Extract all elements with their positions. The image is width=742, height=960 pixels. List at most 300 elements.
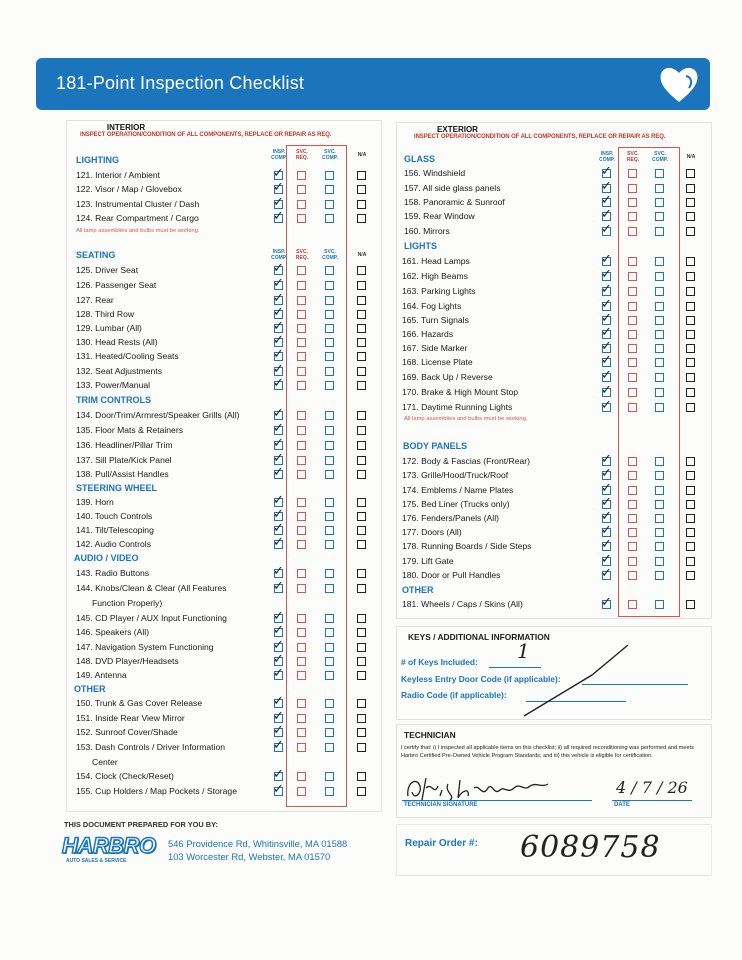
checkbox-na[interactable] <box>357 787 366 796</box>
checkmark-icon: ✓ <box>601 595 612 610</box>
checkmark-icon: ✓ <box>601 252 612 267</box>
checkbox-service-required[interactable] <box>297 352 306 361</box>
num-keys-label: # of Keys Included: <box>401 657 478 667</box>
checkbox-na[interactable] <box>686 272 695 281</box>
col-header-svc-req: SVC. REQ. <box>295 149 309 161</box>
checkbox-service-completed[interactable] <box>325 352 334 361</box>
checkbox-na[interactable] <box>357 411 366 420</box>
checkbox-service-required[interactable] <box>628 287 637 296</box>
checkbox-service-completed[interactable] <box>325 512 334 521</box>
checkmark-icon: ✓ <box>273 493 284 508</box>
checkbox-service-completed[interactable] <box>655 272 664 281</box>
interior-heading: INTERIOR <box>106 123 146 132</box>
checkmark-icon: ✓ <box>273 738 284 753</box>
checklist-item: 181. Wheels / Caps / Skins (All) <box>402 599 523 609</box>
checkbox-na[interactable] <box>686 302 695 311</box>
checkbox-service-required[interactable] <box>628 272 637 281</box>
checkbox-service-required[interactable] <box>297 367 306 376</box>
checklist-item: 153. Dash Controls / Driver Information <box>76 742 226 752</box>
checkbox-service-required[interactable] <box>297 338 306 347</box>
col-header-na: N/A <box>686 154 696 160</box>
checklist-item: 155. Cup Holders / Map Pockets / Storage <box>76 786 237 796</box>
checkbox-service-completed[interactable] <box>655 514 664 523</box>
technician-signature[interactable] <box>404 770 554 804</box>
checkbox-na[interactable] <box>357 714 366 723</box>
checklist-item: 126. Passenger Seat <box>76 280 157 290</box>
checkbox-service-completed[interactable] <box>325 728 334 737</box>
checklist-item: 165. Turn Signals <box>402 315 469 325</box>
checkmark-icon: ✓ <box>273 333 284 348</box>
checklist-item: 121. Interior / Ambient <box>76 170 161 180</box>
checkbox-na[interactable] <box>357 540 366 549</box>
checkbox-service-completed[interactable] <box>655 542 664 551</box>
keyless-label: Keyless Entry Door Code (if applicable): <box>401 674 561 684</box>
checkbox-na[interactable] <box>357 367 366 376</box>
checkbox-service-completed[interactable] <box>325 324 334 333</box>
checkbox-service-required[interactable] <box>628 358 637 367</box>
date-line <box>612 800 692 801</box>
checkbox-service-required[interactable] <box>297 671 306 680</box>
checkbox-service-completed[interactable] <box>325 714 334 723</box>
checkbox-service-completed[interactable] <box>655 557 664 566</box>
checkbox-na[interactable] <box>357 526 366 535</box>
checkbox-na[interactable] <box>357 772 366 781</box>
checklist-item: 149. Antenna <box>76 670 127 680</box>
exterior-subheading: INSPECT OPERATION/CONDITION OF ALL COMPONENTS, REPLACE OR REPAIR AS REQ. <box>414 134 666 140</box>
checkmark-icon: ✓ <box>273 465 284 480</box>
prepared-by: THIS DOCUMENT PREPARED FOR YOU BY: <box>64 820 218 829</box>
checklist-item: 127. Rear <box>76 295 114 305</box>
checkbox-service-completed[interactable] <box>655 403 664 412</box>
checkmark-icon: ✓ <box>273 652 284 667</box>
keys-strike-mark <box>520 642 632 720</box>
checkbox-na[interactable] <box>357 310 366 319</box>
category-heading: LIGHTING <box>76 155 119 165</box>
checklist-item: 135. Floor Mats & Retainers <box>76 425 183 435</box>
checkbox-na[interactable] <box>357 441 366 450</box>
col-header-svc-comp: SVC. COMP. <box>322 249 338 261</box>
checkbox-na[interactable] <box>357 456 366 465</box>
checkbox-service-required[interactable] <box>297 296 306 305</box>
checkbox-service-completed[interactable] <box>655 184 664 193</box>
checkbox-service-completed[interactable] <box>325 569 334 578</box>
category-heading: BODY PANELS <box>403 441 468 451</box>
checkbox-service-completed[interactable] <box>325 614 334 623</box>
checkbox-na[interactable] <box>357 614 366 623</box>
checkbox-na[interactable] <box>686 358 695 367</box>
signature-label: TECHNICIAN SIGNATURE <box>404 802 478 808</box>
checkbox-service-required[interactable] <box>297 743 306 752</box>
checkmark-icon: ✓ <box>601 495 612 510</box>
checkbox-na[interactable] <box>686 542 695 551</box>
checkbox-na[interactable] <box>357 584 366 593</box>
checklist-item: 137. Sill Plate/Kick Panel <box>76 455 172 465</box>
checklist-item: 172. Body & Fascias (Front/Rear) <box>402 456 530 466</box>
left-service-column <box>286 145 347 807</box>
checkmark-icon: ✓ <box>273 209 284 224</box>
checkbox-service-required[interactable] <box>297 200 306 209</box>
checkmark-icon: ✓ <box>273 276 284 291</box>
keys-heading: KEYS / ADDITIONAL INFORMATION <box>408 632 550 642</box>
checkbox-service-required[interactable] <box>297 728 306 737</box>
checklist-item: 160. Mirrors <box>404 226 450 236</box>
header-banner <box>36 58 710 110</box>
checkmark-icon: ✓ <box>273 507 284 522</box>
checkbox-service-completed[interactable] <box>325 456 334 465</box>
checkbox-service-completed[interactable] <box>655 316 664 325</box>
checkbox-na[interactable] <box>686 344 695 353</box>
checkbox-service-completed[interactable] <box>325 200 334 209</box>
checkbox-na[interactable] <box>357 171 366 180</box>
checkbox-na[interactable] <box>686 571 695 580</box>
checkmark-icon: ✓ <box>601 179 612 194</box>
checkmark-icon: ✓ <box>273 347 284 362</box>
checkbox-na[interactable] <box>357 381 366 390</box>
checkbox-service-required[interactable] <box>628 344 637 353</box>
checkbox-service-completed[interactable] <box>325 426 334 435</box>
checkbox-na[interactable] <box>686 257 695 266</box>
checkbox-service-completed[interactable] <box>655 344 664 353</box>
col-header-na: N/A <box>357 252 367 258</box>
checkbox-service-completed[interactable] <box>655 471 664 480</box>
checkmark-icon: ✓ <box>601 523 612 538</box>
category-heading: TRIM CONTROLS <box>76 395 151 405</box>
checkbox-service-completed[interactable] <box>325 411 334 420</box>
checkbox-service-required[interactable] <box>297 628 306 637</box>
checkmark-icon: ✓ <box>273 564 284 579</box>
checkbox-service-required[interactable] <box>628 184 637 193</box>
checkmark-icon: ✓ <box>273 261 284 276</box>
checkmark-icon: ✓ <box>601 164 612 179</box>
checkbox-service-required[interactable] <box>628 212 637 221</box>
checkbox-na[interactable] <box>686 287 695 296</box>
checkbox-na[interactable] <box>357 200 366 209</box>
checkmark-icon: ✓ <box>273 436 284 451</box>
checklist-item: 133. Power/Manual <box>76 380 151 390</box>
checkbox-na[interactable] <box>357 214 366 223</box>
checklist-item: 136. Headliner/Pillar Trim <box>76 440 173 450</box>
checkbox-service-completed[interactable] <box>655 500 664 509</box>
harbro-logo <box>62 834 162 870</box>
category-heading: SEATING <box>76 250 116 260</box>
checkbox-service-required[interactable] <box>628 571 637 580</box>
checkbox-na[interactable] <box>357 743 366 752</box>
checkbox-service-completed[interactable] <box>325 381 334 390</box>
repair-order-panel <box>396 824 712 876</box>
checkbox-service-completed[interactable] <box>655 198 664 207</box>
checkbox-na[interactable] <box>357 657 366 666</box>
checkbox-service-required[interactable] <box>628 373 637 382</box>
checkmark-icon: ✓ <box>601 193 612 208</box>
checkbox-service-completed[interactable] <box>325 185 334 194</box>
checkbox-service-required[interactable] <box>297 470 306 479</box>
checkbox-service-completed[interactable] <box>325 584 334 593</box>
page-title: 181-Point Inspection Checklist <box>56 73 305 93</box>
checklist-item: 140. Touch Controls <box>76 511 153 521</box>
checkbox-service-completed[interactable] <box>325 772 334 781</box>
repair-order-value[interactable]: 6089758 <box>520 830 661 865</box>
checkbox-service-required[interactable] <box>628 257 637 266</box>
checkbox-service-completed[interactable] <box>655 571 664 580</box>
checkbox-na[interactable] <box>686 557 695 566</box>
checklist-item: 123. Instrumental Cluster / Dash <box>76 199 200 209</box>
checkmark-icon: ✓ <box>273 782 284 797</box>
checkbox-service-required[interactable] <box>297 772 306 781</box>
exterior-heading: EXTERIOR <box>437 125 478 134</box>
checkbox-service-completed[interactable] <box>325 214 334 223</box>
checklist-item: 154. Clock (Check/Reset) <box>76 771 174 781</box>
checkbox-service-required[interactable] <box>628 227 637 236</box>
technician-heading: TECHNICIAN <box>404 730 456 740</box>
checkbox-service-required[interactable] <box>628 302 637 311</box>
checkbox-service-completed[interactable] <box>325 367 334 376</box>
checkbox-na[interactable] <box>357 512 366 521</box>
checklist-item: 163. Parking Lights <box>402 286 476 296</box>
checkbox-service-required[interactable] <box>297 714 306 723</box>
checkmark-icon: ✓ <box>273 291 284 306</box>
checkbox-service-completed[interactable] <box>655 227 664 236</box>
checkbox-service-completed[interactable] <box>325 643 334 652</box>
checkbox-service-required[interactable] <box>297 699 306 708</box>
checkbox-service-completed[interactable] <box>325 441 334 450</box>
checkbox-service-completed[interactable] <box>325 540 334 549</box>
checklist-item: 158. Panoramic & Sunroof <box>404 197 505 207</box>
checkbox-service-completed[interactable] <box>325 296 334 305</box>
checklist-item-continued: Function Properly) <box>92 598 163 608</box>
checkbox-service-completed[interactable] <box>325 498 334 507</box>
checkbox-service-completed[interactable] <box>325 699 334 708</box>
checkbox-service-required[interactable] <box>628 528 637 537</box>
checkbox-na[interactable] <box>357 338 366 347</box>
checkbox-service-completed[interactable] <box>655 330 664 339</box>
checkbox-na[interactable] <box>686 316 695 325</box>
checkbox-na[interactable] <box>686 227 695 236</box>
checkbox-service-required[interactable] <box>297 411 306 420</box>
col-header-insp: INSP. COMP. <box>271 149 287 161</box>
checkbox-na[interactable] <box>357 296 366 305</box>
checkmark-icon: ✓ <box>273 638 284 653</box>
lamp-note: All lamp assemblies and bulbs must be working. <box>404 416 528 422</box>
checkbox-na[interactable] <box>686 212 695 221</box>
checkbox-service-completed[interactable] <box>325 266 334 275</box>
category-heading: OTHER <box>402 585 434 595</box>
checkbox-service-required[interactable] <box>297 281 306 290</box>
logo-text: HARBRO <box>62 833 156 858</box>
checkbox-service-required[interactable] <box>297 310 306 319</box>
checkbox-na[interactable] <box>686 514 695 523</box>
checkbox-service-required[interactable] <box>297 512 306 521</box>
checkbox-service-completed[interactable] <box>655 486 664 495</box>
checkbox-na[interactable] <box>357 671 366 680</box>
checklist-item: 146. Speakers (All) <box>76 627 150 637</box>
checkbox-na[interactable] <box>686 403 695 412</box>
checkbox-na[interactable] <box>686 388 695 397</box>
checkbox-na[interactable] <box>357 643 366 652</box>
checklist-item: 167. Side Marker <box>402 343 468 353</box>
checkbox-service-required[interactable] <box>628 471 637 480</box>
checkbox-service-completed[interactable] <box>655 457 664 466</box>
checkmark-icon: ✓ <box>273 609 284 624</box>
checkbox-na[interactable] <box>686 198 695 207</box>
checkmark-icon: ✓ <box>273 319 284 334</box>
checkbox-na[interactable] <box>686 184 695 193</box>
checkbox-service-completed[interactable] <box>325 526 334 535</box>
checkbox-service-completed[interactable] <box>655 373 664 382</box>
checkbox-service-required[interactable] <box>297 643 306 652</box>
checkbox-na[interactable] <box>686 500 695 509</box>
checklist-item: 171. Daytime Running Lights <box>402 402 513 412</box>
checkbox-service-required[interactable] <box>297 456 306 465</box>
checkbox-na[interactable] <box>686 528 695 537</box>
checkbox-service-completed[interactable] <box>325 743 334 752</box>
checkbox-na[interactable] <box>357 470 366 479</box>
checkmark-icon: ✓ <box>601 466 612 481</box>
checkbox-service-required[interactable] <box>297 171 306 180</box>
checkbox-service-required[interactable] <box>297 381 306 390</box>
checkbox-service-required[interactable] <box>297 584 306 593</box>
checklist-item: 141. Tilt/Telescoping <box>76 525 154 535</box>
checklist-item: 156. Windshield <box>404 168 466 178</box>
checklist-item: 176. Fenders/Panels (All) <box>402 513 499 523</box>
checklist-item: 147. Navigation System Functioning <box>76 642 214 652</box>
checkbox-na[interactable] <box>357 281 366 290</box>
checkbox-service-required[interactable] <box>297 657 306 666</box>
checkbox-service-required[interactable] <box>297 526 306 535</box>
checkbox-na[interactable] <box>357 266 366 275</box>
checkbox-na[interactable] <box>357 728 366 737</box>
checkbox-service-required[interactable] <box>628 486 637 495</box>
radio-label: Radio Code (if applicable): <box>401 690 507 700</box>
checkbox-service-required[interactable] <box>628 316 637 325</box>
checkmark-icon: ✓ <box>601 339 612 354</box>
checkbox-service-completed[interactable] <box>655 528 664 537</box>
heart-icon <box>656 62 702 106</box>
checkbox-service-required[interactable] <box>297 266 306 275</box>
checkbox-service-completed[interactable] <box>325 338 334 347</box>
checklist-item: 159. Rear Window <box>404 211 475 221</box>
checkbox-na[interactable] <box>686 600 695 609</box>
checkmark-icon: ✓ <box>273 195 284 210</box>
checklist-item: 151. Inside Rear View Mirror <box>76 713 185 723</box>
checkbox-service-required[interactable] <box>628 457 637 466</box>
checkmark-icon: ✓ <box>273 305 284 320</box>
checkbox-service-completed[interactable] <box>325 787 334 796</box>
checkbox-service-required[interactable] <box>297 498 306 507</box>
checkbox-service-required[interactable] <box>297 214 306 223</box>
checkbox-service-required[interactable] <box>297 614 306 623</box>
num-keys-value[interactable]: 1 <box>517 639 530 663</box>
col-header-svc-comp: SVC. COMP. <box>322 149 338 161</box>
checkbox-service-completed[interactable] <box>655 169 664 178</box>
checkmark-icon: ✓ <box>273 709 284 724</box>
checkbox-service-completed[interactable] <box>325 657 334 666</box>
checkmark-icon: ✓ <box>601 267 612 282</box>
lamp-note: All lamp assemblies and bulbs must be working. <box>76 228 200 234</box>
checkbox-na[interactable] <box>357 628 366 637</box>
checkbox-na[interactable] <box>357 352 366 361</box>
checkmark-icon: ✓ <box>273 362 284 377</box>
checkbox-service-required[interactable] <box>297 324 306 333</box>
checkbox-na[interactable] <box>357 569 366 578</box>
checkbox-service-required[interactable] <box>628 388 637 397</box>
checklist-item: 179. Lift Gate <box>402 556 454 566</box>
checkbox-na[interactable] <box>357 185 366 194</box>
checkmark-icon: ✓ <box>601 297 612 312</box>
checkbox-service-required[interactable] <box>628 330 637 339</box>
date-value[interactable]: 4 / 7 / 26 <box>616 778 688 797</box>
checkbox-service-required[interactable] <box>297 185 306 194</box>
checkbox-service-required[interactable] <box>628 557 637 566</box>
checkbox-service-required[interactable] <box>297 426 306 435</box>
checkbox-service-completed[interactable] <box>655 358 664 367</box>
checkbox-service-required[interactable] <box>628 600 637 609</box>
checkbox-service-required[interactable] <box>297 569 306 578</box>
checkmark-icon: ✓ <box>601 282 612 297</box>
checkmark-icon: ✓ <box>601 383 612 398</box>
checkbox-na[interactable] <box>686 457 695 466</box>
checkbox-na[interactable] <box>686 330 695 339</box>
checkbox-service-required[interactable] <box>628 514 637 523</box>
checkbox-service-completed[interactable] <box>325 628 334 637</box>
col-header-svc-comp: SVC. COMP. <box>652 151 668 163</box>
checkbox-na[interactable] <box>357 699 366 708</box>
checkbox-service-completed[interactable] <box>325 171 334 180</box>
checkbox-na[interactable] <box>357 498 366 507</box>
checkbox-service-required[interactable] <box>628 198 637 207</box>
checklist-item: 131. Heated/Cooling Seats <box>76 351 179 361</box>
checkbox-service-completed[interactable] <box>325 281 334 290</box>
checkbox-na[interactable] <box>357 426 366 435</box>
checkbox-service-completed[interactable] <box>655 388 664 397</box>
checkbox-service-completed[interactable] <box>655 212 664 221</box>
checkbox-service-completed[interactable] <box>655 302 664 311</box>
checkbox-service-required[interactable] <box>297 441 306 450</box>
checkbox-na[interactable] <box>686 169 695 178</box>
checkbox-service-required[interactable] <box>297 540 306 549</box>
checkbox-service-required[interactable] <box>297 787 306 796</box>
checkbox-service-required[interactable] <box>628 403 637 412</box>
checkmark-icon: ✓ <box>273 521 284 536</box>
checkbox-service-required[interactable] <box>628 542 637 551</box>
checkbox-service-completed[interactable] <box>325 671 334 680</box>
checklist-item: 174. Emblems / Name Plates <box>402 485 514 495</box>
checkbox-service-required[interactable] <box>628 169 637 178</box>
checklist-item: 130. Head Rests (All) <box>76 337 158 347</box>
logo-subtext: AUTO SALES & SERVICE <box>66 858 127 864</box>
category-heading: OTHER <box>74 684 106 694</box>
checkbox-service-completed[interactable] <box>325 470 334 479</box>
checkmark-icon: ✓ <box>273 421 284 436</box>
checkbox-service-required[interactable] <box>628 500 637 509</box>
checkmark-icon: ✓ <box>273 451 284 466</box>
checkmark-icon: ✓ <box>273 623 284 638</box>
checklist-item: 148. DVD Player/Headsets <box>76 656 179 666</box>
checkmark-icon: ✓ <box>273 535 284 550</box>
checkbox-service-completed[interactable] <box>325 310 334 319</box>
checkbox-na[interactable] <box>686 373 695 382</box>
checkbox-na[interactable] <box>686 471 695 480</box>
checkbox-service-completed[interactable] <box>655 287 664 296</box>
checklist-item: 173. Grille/Hood/Truck/Roof <box>402 470 509 480</box>
checkbox-service-completed[interactable] <box>655 257 664 266</box>
checkbox-na[interactable] <box>357 324 366 333</box>
checkbox-na[interactable] <box>686 486 695 495</box>
checklist-item: 129. Lumbar (All) <box>76 323 142 333</box>
checklist-item: 162. High Beams <box>402 271 468 281</box>
checkbox-service-completed[interactable] <box>655 600 664 609</box>
checkmark-icon: ✓ <box>601 398 612 413</box>
checkmark-icon: ✓ <box>273 666 284 681</box>
